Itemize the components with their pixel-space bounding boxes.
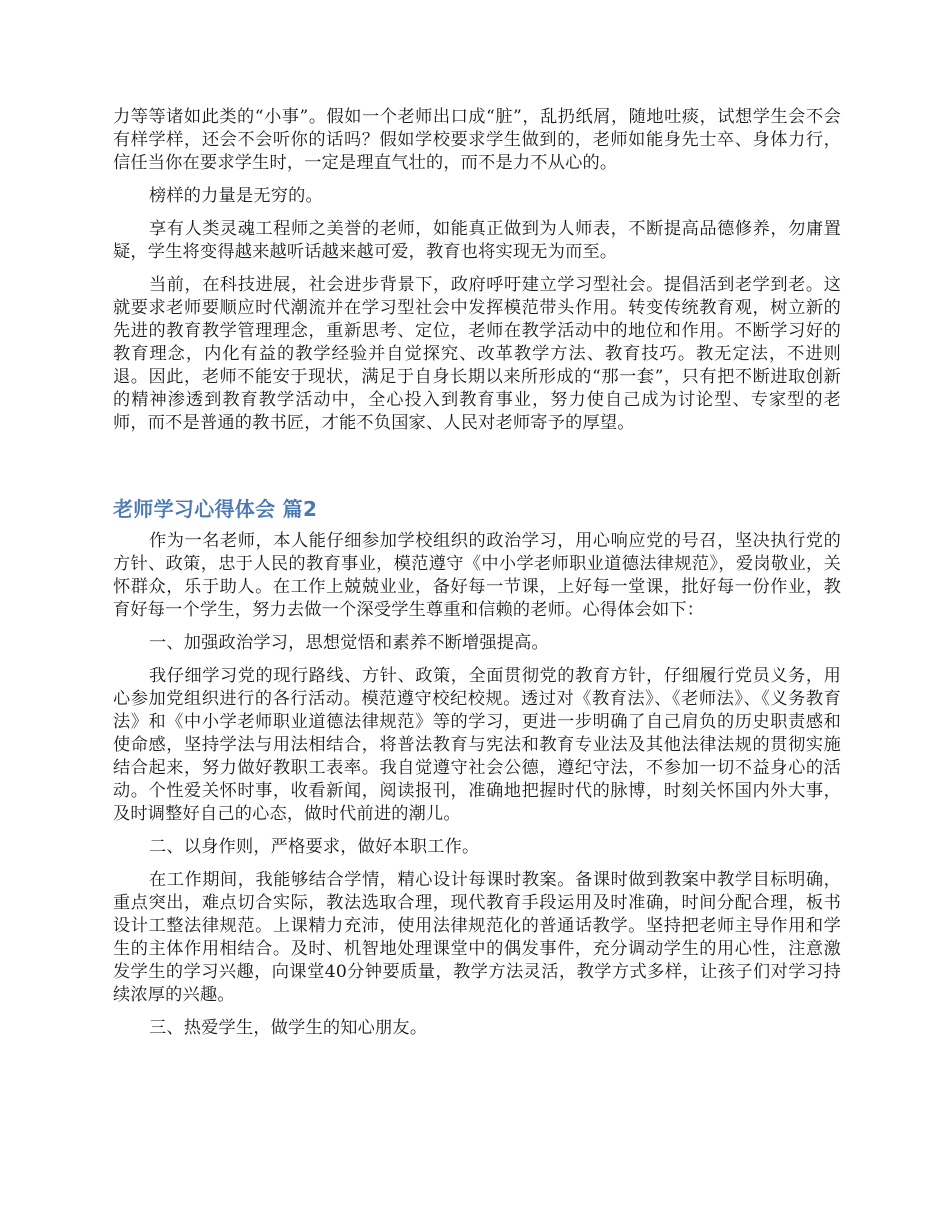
paragraph-learning-society: 当前，在科技进展，社会进步背景下，政府呼吁建立学习型社会。提倡活到老学到老。这就要求老师要顺应时代潮流并在学习型社会中发挥模范带头作用。转变传统教育观，树立新的先进的教育教学管理理念，重新思考、定位，老师在教学活动中的地位和作用。不断学习好的教育理念，内化有益的教学经验并自觉探究、改革教学方法、教育技巧。教无定法，不进则退。因此，老师不能安于现状，满足于自身长期以来所形成的“那一套”，只有把不断进取创新的精神渗透到教育教学活动中，全心投入到教育事业，努力使自己成为讨论型、专家型的老师，而不是普通的教书匠，才能不负国家、人民对老师寄予的厚望。 bbox=[113, 275, 841, 433]
paragraph-point-one-detail: 我仔细学习党的现行路线、方针、政策，全面贯彻党的教育方针，仔细履行党员义务，用心参加党组织进行的各行活动。模范遵守校纪校规。透过对《教育法》、《老师法》、《义务教育法》和《中小学老师职业道德法律规范》等的学习，更进一步明确了自己肩负的历史职责感和使命感，坚持学法与用法相结合，将普法教育与宪法和教育专业法及其他法律法规的贯彻实施结合起来，努力做好教职工表率。我自觉遵守社会公德，遵纪守法，不参加一切不益身心的活动。个性爱关怀时事，收看新闻，阅读报刊，准确地把握时代的脉博，时刻关怀国内外大事，及时调整好自己的心态，做时代前进的潮儿。 bbox=[113, 666, 841, 824]
paragraph-point-two-detail: 在工作期间，我能够结合学情，精心设计每课时教案。备课时做到教案中教学目标明确，重点突出，难点切合实际，教法选取合理，现代教育手段运用及时准确，时间分配合理，板书设计工整法律规范。上课精力充沛，使用法律规范化的普通话教学。坚持把老师主导作用和学生的主体作用相结合。及时、机智地处理课堂中的偶发事件，充分调动学生的用心性，注意激发学生的学习兴趣，向课堂40分钟要质量，教学方法灵活，教学方式多样，让孩子们对学习持续浓厚的兴趣。 bbox=[113, 870, 841, 1005]
section-title: 老师学习心得体会 篇2 bbox=[113, 497, 318, 521]
paragraph-continuation: 力等等诸如此类的“小事”。假如一个老师出口成“脏”，乱扔纸屑，随地吐痰，试想学生会不会有样学样，还会不会听你的话吗？假如学校要求学生做到的，老师如能身先士卒、身体力行，信任当你在要求学生时，一定是理直气壮的，而不是力不从心的。 bbox=[113, 107, 841, 173]
paragraph-point-two: 二、以身作则，严格要求，做好本职工作。 bbox=[149, 837, 480, 857]
paragraph-point-one: 一、加强政治学习，思想觉悟和素养不断增强提高。 bbox=[149, 633, 549, 653]
paragraph-role-model: 榜样的力量是无穷的。 bbox=[149, 186, 323, 206]
paragraph-intro: 作为一名老师，本人能仔细参加学校组织的政治学习，用心响应党的号召，坚决执行党的方针、政策，忠于人民的教育事业，模范遵守《中小学老师职业道德法律规范》，爱岗敬业，关怀群众，乐于助人。在工作上兢兢业业，备好每一节课，上好每一堂课，批好每一份作业，教育好每一个学生，努力去做一个深受学生尊重和信赖的老师。心得体会如下： bbox=[113, 531, 841, 620]
paragraph-point-three: 三、热爱学生，做学生的知心朋友。 bbox=[149, 1018, 428, 1038]
document-page bbox=[113, 106, 841, 1040]
paragraph-teacher-reputation: 享有人类灵魂工程师之美誉的老师，如能真正做到为人师表，不断提高品德修养，勿庸置疑，学生将变得越来越听话越来越可爱，教育也将实现无为而至。 bbox=[113, 219, 841, 262]
